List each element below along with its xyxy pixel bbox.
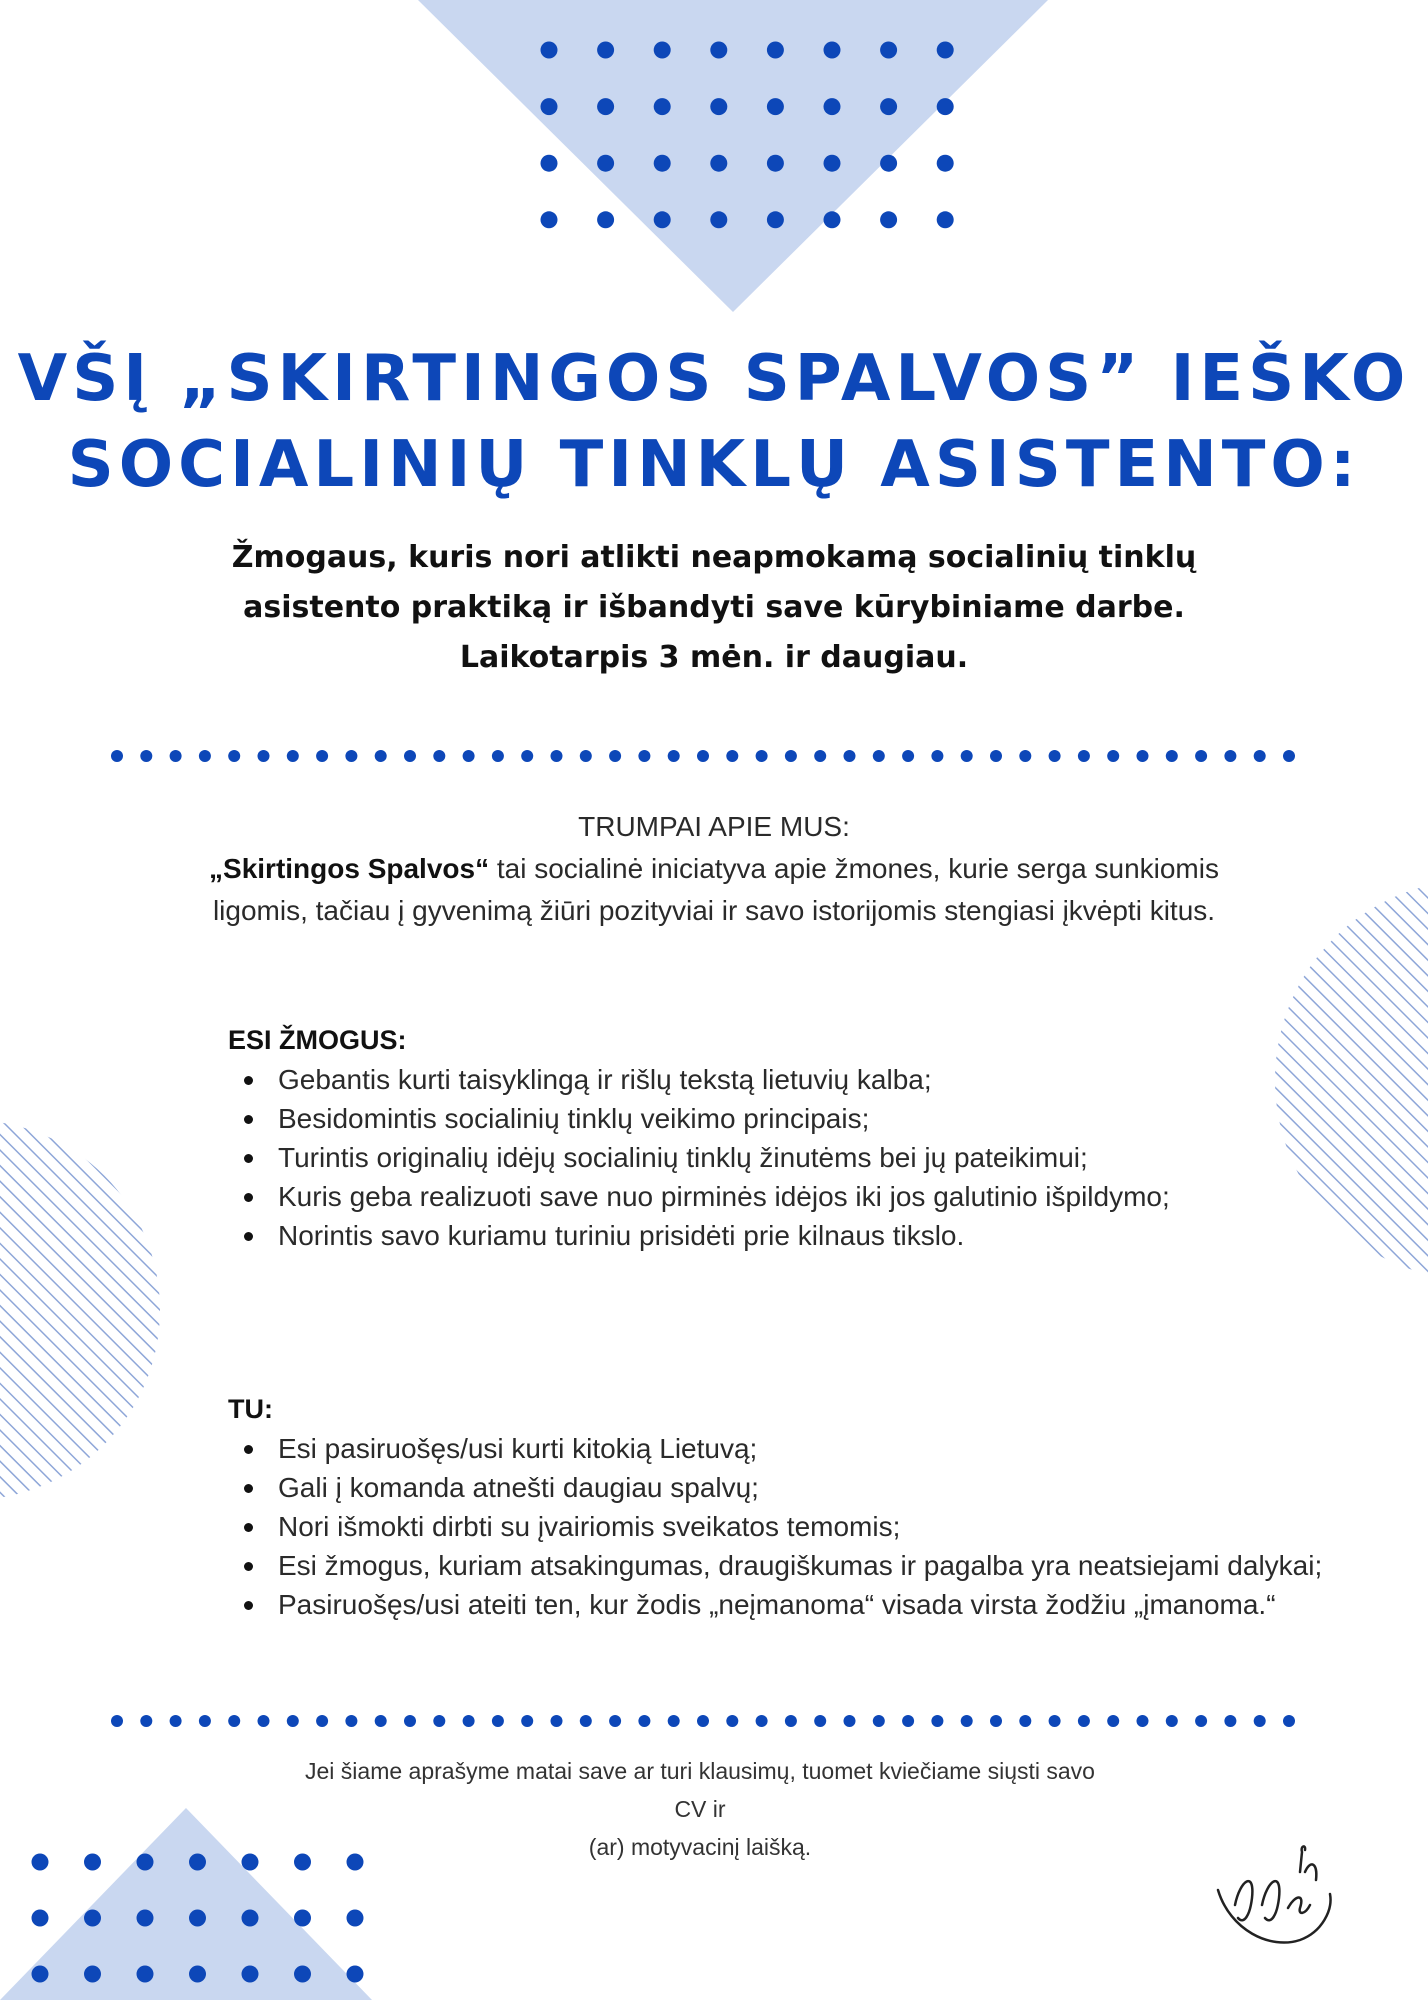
divider-bottom-dot <box>140 1715 152 1727</box>
divider-top-dot <box>1107 750 1119 762</box>
divider-top-dot <box>1224 750 1236 762</box>
subtitle <box>0 533 1428 683</box>
divider-top-dot <box>521 750 533 762</box>
about-text-line-2: ligomis, tačiau į gyvenimą žiūri pozityviai ir savo istorijomis stengiasi įkvėpti kitus. <box>212 895 1216 926</box>
divider-bottom-dot <box>1224 1715 1236 1727</box>
list-item: Norintis savo kuriamu turiniu prisidėti prie kilnaus tikslo. <box>278 1216 1378 1255</box>
divider-bottom-dot <box>697 1715 709 1727</box>
esi-zmogus-heading: ESI ŽMOGUS: <box>228 1025 407 1055</box>
divider-top-dot <box>170 750 182 762</box>
bottom-grid-dot <box>84 1966 101 1983</box>
divider-top-dot <box>668 750 680 762</box>
list-item: Gebantis kurti taisyklingą ir rišlų tekstą lietuvių kalba; <box>278 1060 1378 1099</box>
divider-bottom-dot <box>521 1715 533 1727</box>
divider-bottom-dot <box>756 1715 768 1727</box>
divider-bottom-dot <box>1107 1715 1119 1727</box>
bottom-grid-dot <box>189 1910 206 1927</box>
esi-zmogus-section <box>228 1020 1378 1255</box>
top-grid-dot <box>767 155 784 172</box>
top-grid-dot <box>541 155 558 172</box>
divider-bottom-dot <box>609 1715 621 1727</box>
divider-bottom-dot <box>1078 1715 1090 1727</box>
top-grid-dot <box>767 42 784 59</box>
bottom-grid-dot <box>137 1854 154 1871</box>
top-grid-dot <box>937 155 954 172</box>
title-line-1: VŠĮ „SKIRTINGOS SPALVOS” IEŠKO <box>17 342 1411 416</box>
bottom-grid-dot <box>242 1854 259 1871</box>
divider-top-dot <box>902 750 914 762</box>
divider-bottom-dot <box>1254 1715 1266 1727</box>
bottom-grid-dot <box>32 1910 49 1927</box>
top-grid-dot <box>541 211 558 228</box>
divider-top-dot <box>844 750 856 762</box>
bottom-grid-dot <box>189 1854 206 1871</box>
top-grid-dot <box>654 155 671 172</box>
divider-bottom-dot <box>258 1715 270 1727</box>
divider-top-dot <box>1283 750 1295 762</box>
bottom-grid-dot <box>137 1966 154 1983</box>
bottom-grid-dot <box>294 1966 311 1983</box>
divider-bottom-dot <box>1019 1715 1031 1727</box>
bottom-grid-dot <box>242 1966 259 1983</box>
esi-zmogus-list <box>228 1060 1378 1255</box>
divider-top-dot <box>961 750 973 762</box>
divider-top-dot <box>1166 750 1178 762</box>
top-grid-dot <box>767 211 784 228</box>
divider-top-dot <box>638 750 650 762</box>
top-grid-dot <box>824 211 841 228</box>
top-triangle <box>418 0 1048 312</box>
top-grid-dot <box>597 98 614 115</box>
top-grid-dot <box>710 98 727 115</box>
top-grid-dot <box>937 98 954 115</box>
divider-top-dot <box>140 750 152 762</box>
divider-top-dot <box>375 750 387 762</box>
list-item: Kuris geba realizuoti save nuo pirminės idėjos iki jos galutinio išpildymo; <box>278 1177 1378 1216</box>
divider-bottom-dot <box>463 1715 475 1727</box>
divider-top-dot <box>931 750 943 762</box>
list-item: Nori išmokti dirbti su įvairiomis sveikatos temomis; <box>278 1507 1408 1546</box>
divider-bottom-dot <box>228 1715 240 1727</box>
hatched-circle-left <box>0 1110 170 1510</box>
divider-top-dot <box>726 750 738 762</box>
top-grid-dot <box>937 211 954 228</box>
divider-bottom-dot <box>492 1715 504 1727</box>
bottom-grid-dot <box>347 1966 364 1983</box>
top-grid-dot <box>654 42 671 59</box>
divider-top-dot <box>258 750 270 762</box>
divider-top-dot <box>814 750 826 762</box>
divider-bottom-dot <box>1195 1715 1207 1727</box>
divider-top-dot <box>1195 750 1207 762</box>
subtitle-line-1: Žmogaus, kuris nori atlikti neapmokamą socialinių tinklų <box>231 540 1197 575</box>
divider-top-dot <box>345 750 357 762</box>
divider-bottom-dot <box>199 1715 211 1727</box>
about-text-1: tai socialinė iniciatyva apie žmones, kurie serga sunkiomis <box>489 853 1219 884</box>
divider-bottom-dot <box>726 1715 738 1727</box>
divider-bottom-dot <box>844 1715 856 1727</box>
footer-line-2: (ar) motyvacinį laišką. <box>588 1834 812 1860</box>
about-text-line-1 <box>0 848 1428 890</box>
bottom-grid-dot <box>294 1910 311 1927</box>
divider-top-dot <box>609 750 621 762</box>
divider-top-dot <box>580 750 592 762</box>
page-title <box>0 336 1428 508</box>
bottom-grid-dot <box>84 1910 101 1927</box>
divider-bottom-dot <box>1137 1715 1149 1727</box>
top-grid-dot <box>710 211 727 228</box>
divider-top-dot <box>492 750 504 762</box>
org-name: „Skirtingos Spalvos“ <box>209 853 490 884</box>
divider-bottom-dot <box>990 1715 1002 1727</box>
bottom-grid-dot <box>32 1854 49 1871</box>
divider-bottom-dot <box>931 1715 943 1727</box>
tu-heading: TU: <box>228 1394 273 1424</box>
bottom-grid-dot <box>137 1910 154 1927</box>
divider-top-dot <box>697 750 709 762</box>
top-grid-dot <box>880 155 897 172</box>
divider-bottom-dot <box>668 1715 680 1727</box>
divider-top-dot <box>199 750 211 762</box>
divider-top-dot <box>1254 750 1266 762</box>
top-grid-dot <box>880 42 897 59</box>
list-item: Turintis originalių idėjų socialinių tinklų žinutėms bei jų pateikimui; <box>278 1138 1378 1177</box>
list-item: Esi pasiruošęs/usi kurti kitokią Lietuvą; <box>278 1429 1408 1468</box>
divider-bottom-dot <box>1049 1715 1061 1727</box>
divider-top-dot <box>228 750 240 762</box>
top-grid-dot <box>824 42 841 59</box>
subtitle-line-3: Laikotarpis 3 mėn. ir daugiau. <box>459 640 969 675</box>
divider-bottom-dot <box>873 1715 885 1727</box>
divider-bottom-dot <box>345 1715 357 1727</box>
divider-top-dot <box>551 750 563 762</box>
subtitle-line-2: asistento praktiką ir išbandyti save kūrybiniame darbe. <box>243 590 1185 625</box>
divider-bottom-dot <box>287 1715 299 1727</box>
divider-bottom-dot <box>375 1715 387 1727</box>
top-grid-dot <box>880 98 897 115</box>
divider-top-dot <box>404 750 416 762</box>
top-grid-dot <box>710 155 727 172</box>
divider-bottom-dot <box>1166 1715 1178 1727</box>
top-grid-dot <box>654 98 671 115</box>
divider-bottom-dot <box>316 1715 328 1727</box>
divider-bottom-dot <box>638 1715 650 1727</box>
bottom-grid-dot <box>32 1966 49 1983</box>
top-grid-dot <box>654 211 671 228</box>
divider-bottom-dot <box>902 1715 914 1727</box>
divider-top-dot <box>1049 750 1061 762</box>
divider-top-dot <box>785 750 797 762</box>
about-section <box>0 806 1428 932</box>
bottom-grid-dot <box>242 1910 259 1927</box>
about-heading: TRUMPAI APIE MUS: <box>578 811 850 842</box>
top-grid-dot <box>937 42 954 59</box>
list-item: Pasiruošęs/usi ateiti ten, kur žodis „neįmanoma“ visada virsta žodžiu „įmanoma.“ <box>278 1585 1408 1624</box>
divider-bottom-dot <box>961 1715 973 1727</box>
divider-bottom-dot <box>404 1715 416 1727</box>
divider-top-dot <box>756 750 768 762</box>
bottom-grid-dot <box>347 1910 364 1927</box>
divider-bottom-dot <box>551 1715 563 1727</box>
list-item: Gali į komanda atnešti daugiau spalvų; <box>278 1468 1408 1507</box>
signature-logo <box>1218 1846 1330 1942</box>
list-item: Esi žmogus, kuriam atsakingumas, draugiškumas ir pagalba yra neatsiejami dalykai; <box>278 1546 1408 1585</box>
divider-bottom-dot <box>785 1715 797 1727</box>
top-grid-dot <box>541 42 558 59</box>
divider-bottom-dot <box>814 1715 826 1727</box>
divider-top-dot <box>463 750 475 762</box>
divider-bottom-dot <box>1283 1715 1295 1727</box>
divider-bottom-dot <box>111 1715 123 1727</box>
divider-top-dot <box>316 750 328 762</box>
divider-top-dot <box>1019 750 1031 762</box>
title-line-2: SOCIALINIŲ TINKLŲ ASISTENTO: <box>67 428 1361 502</box>
top-grid-dot <box>597 211 614 228</box>
divider-bottom-dot <box>433 1715 445 1727</box>
divider-top-dot <box>1078 750 1090 762</box>
top-grid-dot <box>824 155 841 172</box>
divider-top-dot <box>1137 750 1149 762</box>
divider-top-dot <box>111 750 123 762</box>
divider-top-dot <box>287 750 299 762</box>
top-grid-dot <box>597 155 614 172</box>
top-grid-dot <box>767 98 784 115</box>
footer-line-1: Jei šiame aprašyme matai save ar turi klausimų, tuomet kviečiame siųsti savo CV ir <box>305 1758 1095 1822</box>
tu-list <box>228 1429 1408 1624</box>
divider-top-dot <box>433 750 445 762</box>
divider-bottom-dot <box>170 1715 182 1727</box>
list-item: Besidomintis socialinių tinklų veikimo principais; <box>278 1099 1378 1138</box>
bottom-grid-dot <box>84 1854 101 1871</box>
tu-section <box>228 1389 1408 1624</box>
top-grid-dot <box>880 211 897 228</box>
dot-patterns <box>32 42 1296 1983</box>
top-grid-dot <box>597 42 614 59</box>
divider-top-dot <box>990 750 1002 762</box>
top-grid-dot <box>541 98 558 115</box>
top-grid-dot <box>824 98 841 115</box>
footer-note <box>300 1752 1100 1866</box>
divider-top-dot <box>873 750 885 762</box>
bottom-grid-dot <box>189 1966 206 1983</box>
top-grid-dot <box>710 42 727 59</box>
divider-bottom-dot <box>580 1715 592 1727</box>
